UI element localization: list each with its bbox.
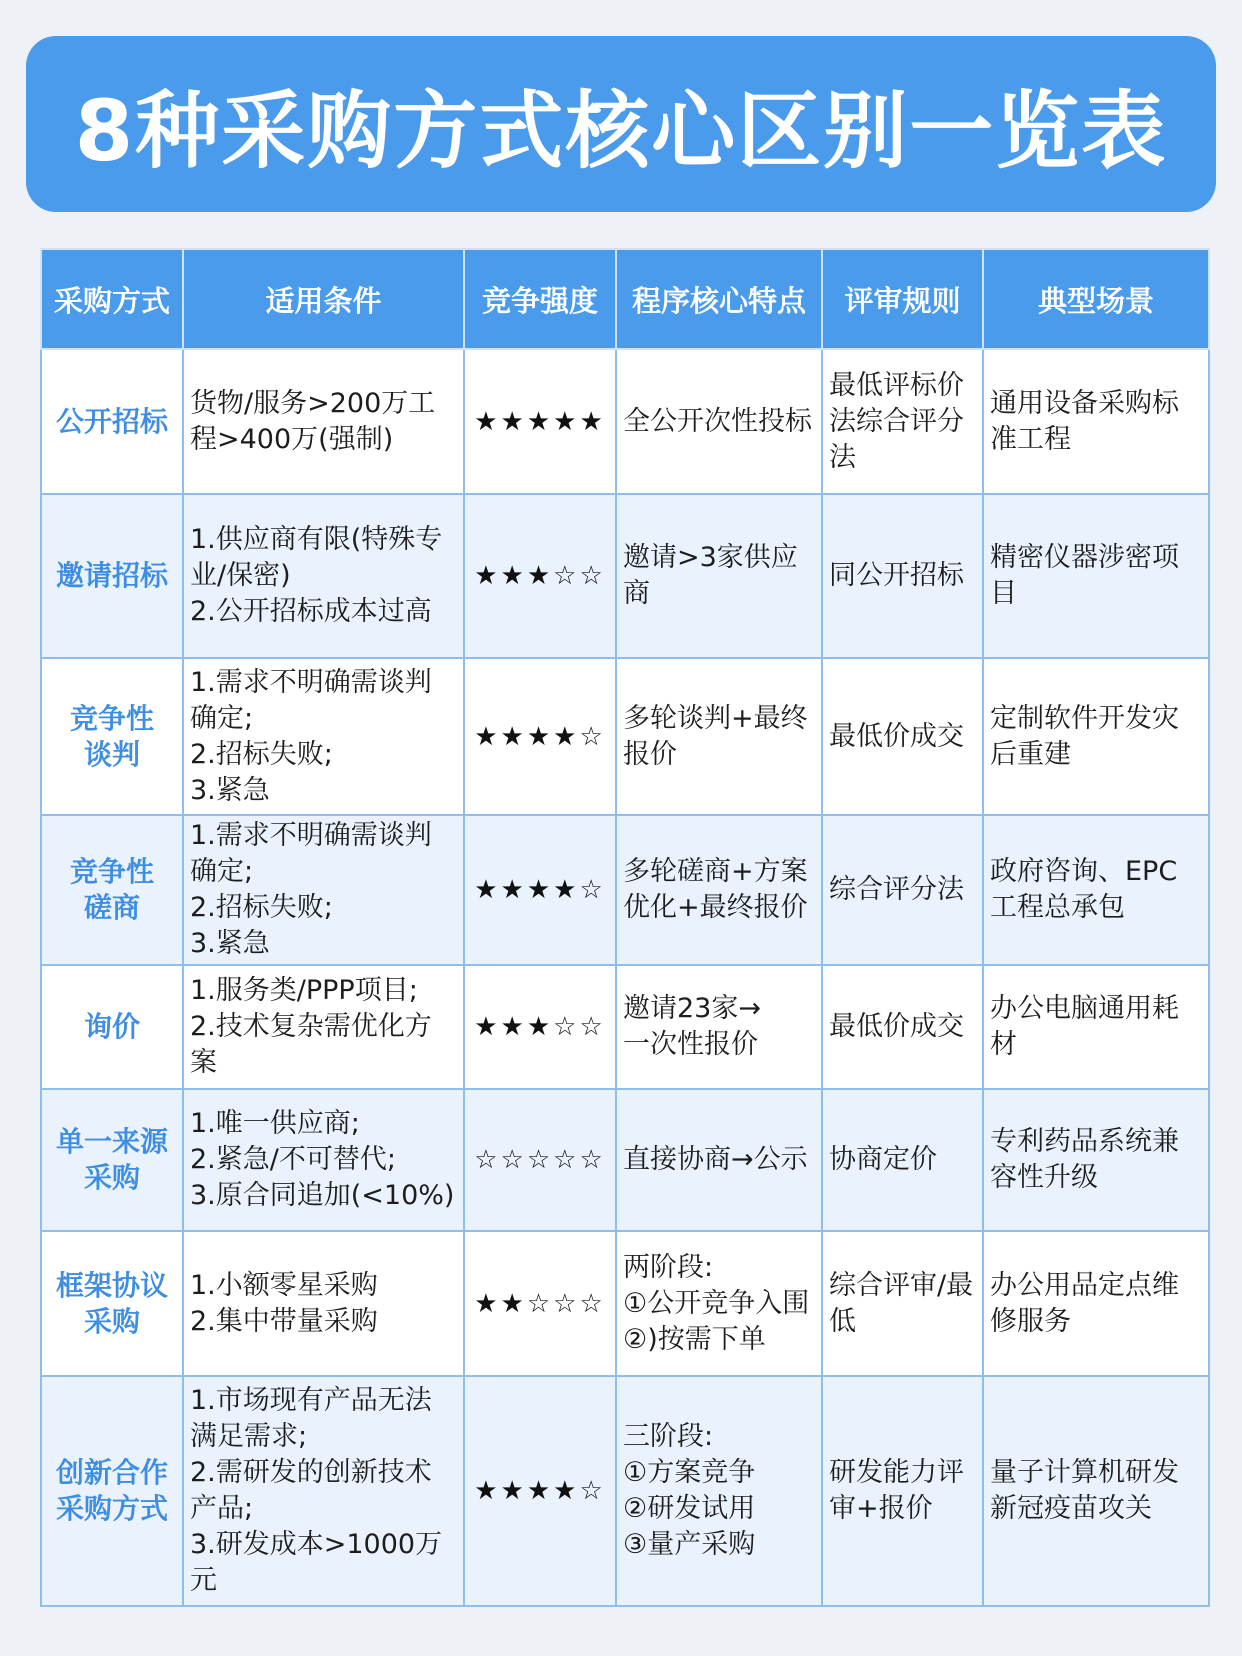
features-line: 全公开次性投标 — [623, 405, 812, 437]
method-line: 单一来源 — [55, 1125, 168, 1158]
method-line: 磋商 — [83, 891, 140, 924]
conditions-line: 1.供应商有限(特殊专业/保密) — [190, 524, 443, 591]
intensity-stars: ★★★★☆ — [464, 658, 616, 815]
conditions-cell — [183, 658, 464, 815]
title-banner — [26, 36, 1216, 212]
rule-line: 研发能力评审+报价 — [829, 1457, 964, 1524]
table-row — [41, 815, 1209, 965]
table-row — [41, 494, 1209, 658]
features-cell — [616, 1089, 822, 1231]
features-line: 多轮谈判+最终报价 — [623, 702, 808, 770]
intensity-stars: ☆☆☆☆☆ — [464, 1089, 616, 1231]
header-conditions: 适用条件 — [183, 249, 464, 349]
conditions-cell — [183, 349, 464, 494]
scenario-cell — [983, 494, 1209, 658]
method-line: 询价 — [83, 1010, 140, 1043]
features-line: 邀请>3家供应商 — [623, 542, 798, 609]
conditions-line: 2.技术复杂需优化方案 — [190, 1011, 432, 1078]
conditions-line: 1.需求不明确需谈判确定; — [190, 666, 432, 734]
scenario-cell — [983, 965, 1209, 1089]
header-scenario: 典型场景 — [983, 249, 1209, 349]
rule-cell — [822, 658, 983, 815]
method-line: 邀请招标 — [55, 559, 168, 592]
rule-line: 最低评标价法综合评分法 — [829, 369, 964, 473]
method-line: 采购 — [83, 1304, 140, 1338]
scenario-line: 量子计算机研发新冠疫苗攻关 — [990, 1457, 1179, 1524]
features-line: 两阶段: — [623, 1251, 714, 1283]
table-row — [41, 1376, 1209, 1606]
method-cell — [41, 1376, 183, 1606]
intensity-stars: ★★★★★ — [464, 349, 616, 494]
intensity-stars: ★★★★☆ — [464, 1376, 616, 1606]
table-header — [41, 249, 1209, 349]
features-cell — [616, 815, 822, 965]
table-row — [41, 965, 1209, 1089]
conditions-cell — [183, 815, 464, 965]
conditions-cell — [183, 965, 464, 1089]
scenario-cell — [983, 1089, 1209, 1231]
header-features: 程序核心特点 — [616, 249, 822, 349]
rule-cell — [822, 494, 983, 658]
conditions-cell — [183, 494, 464, 658]
features-line: 邀请23家→ — [623, 993, 761, 1024]
features-cell — [616, 1231, 822, 1376]
rule-cell — [822, 1089, 983, 1231]
method-line: 竞争性 — [69, 701, 154, 735]
method-cell — [41, 1231, 183, 1376]
rule-line: 最低价成交 — [829, 1011, 964, 1042]
table-row — [41, 1231, 1209, 1376]
features-line: ②)按需下单 — [623, 1323, 766, 1355]
conditions-line: 3.研发成本>1000万元 — [190, 1529, 443, 1596]
rule-cell — [822, 1231, 983, 1376]
scenario-cell — [983, 658, 1209, 815]
method-line: 采购方式 — [55, 1492, 168, 1525]
features-line: ②研发试用 — [623, 1493, 756, 1524]
conditions-line: 1.需求不明确需谈判确定; — [190, 820, 432, 887]
rule-cell — [822, 1376, 983, 1606]
conditions-line: 2.紧急/不可替代; — [190, 1144, 396, 1175]
conditions-line: 3.紧急 — [190, 774, 270, 806]
scenario-cell — [983, 1376, 1209, 1606]
features-line: ③量产采购 — [623, 1529, 756, 1560]
method-cell — [41, 1089, 183, 1231]
table-row — [41, 1089, 1209, 1231]
method-cell — [41, 815, 183, 965]
conditions-cell — [183, 1376, 464, 1606]
features-line: ①方案竞争 — [623, 1457, 756, 1488]
scenario-cell — [983, 1231, 1209, 1376]
scenario-line: 政府咨询、EPC工程总承包 — [990, 856, 1178, 923]
scenario-line: 通用设备采购标准工程 — [990, 387, 1179, 455]
features-line: 一次性报价 — [623, 1029, 758, 1060]
table-row — [41, 349, 1209, 494]
scenario-line: 办公用品定点维修服务 — [990, 1269, 1179, 1337]
features-cell — [616, 494, 822, 658]
features-line: 直接协商→公示 — [623, 1144, 808, 1175]
features-cell — [616, 965, 822, 1089]
conditions-line: 1.市场现有产品无法满足需求; — [190, 1385, 432, 1452]
table-body — [41, 349, 1209, 1606]
scenario-line: 专利药品系统兼容性升级 — [990, 1126, 1179, 1193]
method-line: 采购 — [83, 1161, 140, 1194]
method-cell — [41, 965, 183, 1089]
table-row — [41, 658, 1209, 815]
comparison-table — [40, 248, 1210, 1607]
comparison-table-container — [40, 248, 1208, 1607]
intensity-stars: ★★★☆☆ — [464, 494, 616, 658]
page-title: 8种采购方式核心区别一览表 — [74, 81, 1168, 180]
conditions-line: 1.服务类/PPP项目; — [190, 975, 418, 1006]
rule-cell — [822, 815, 983, 965]
method-line: 谈判 — [83, 737, 140, 771]
rule-cell — [822, 349, 983, 494]
method-cell — [41, 658, 183, 815]
features-line: 三阶段: — [623, 1421, 714, 1452]
features-cell — [616, 1376, 822, 1606]
scenario-cell — [983, 349, 1209, 494]
conditions-line: 1.唯一供应商; — [190, 1108, 360, 1139]
method-line: 竞争性 — [69, 855, 154, 888]
conditions-line: 3.原合同追加(<10%) — [190, 1180, 455, 1211]
conditions-line: 3.紧急 — [190, 928, 270, 959]
intensity-stars: ★★★★☆ — [464, 815, 616, 965]
conditions-cell — [183, 1089, 464, 1231]
features-cell — [616, 658, 822, 815]
header-method: 采购方式 — [41, 249, 183, 349]
features-cell — [616, 349, 822, 494]
header-rule: 评审规则 — [822, 249, 983, 349]
scenario-line: 定制软件开发灾后重建 — [990, 702, 1179, 770]
conditions-line: 2.招标失败; — [190, 892, 333, 923]
method-line: 创新合作 — [55, 1456, 168, 1489]
header-intensity: 竞争强度 — [464, 249, 616, 349]
rule-cell — [822, 965, 983, 1089]
method-line: 公开招标 — [55, 404, 168, 438]
features-line: 多轮磋商+方案优化+最终报价 — [623, 856, 808, 923]
rule-line: 综合评审/最低 — [829, 1269, 974, 1337]
conditions-line: 2.公开招标成本过高 — [190, 596, 432, 627]
conditions-line: 2.集中带量采购 — [190, 1305, 378, 1337]
rule-line: 综合评分法 — [829, 874, 964, 905]
scenario-cell — [983, 815, 1209, 965]
scenario-line: 精密仪器涉密项目 — [990, 542, 1179, 609]
conditions-line: 货物/服务>200万工程>400万(强制) — [190, 387, 436, 455]
method-cell — [41, 494, 183, 658]
rule-line: 同公开招标 — [829, 560, 964, 591]
intensity-stars: ★★★☆☆ — [464, 965, 616, 1089]
rule-line: 协商定价 — [829, 1144, 937, 1175]
conditions-line: 2.需研发的创新技术产品; — [190, 1457, 432, 1524]
method-cell — [41, 349, 183, 494]
rule-line: 最低价成交 — [829, 720, 964, 752]
features-line: ①公开竞争入围 — [623, 1287, 810, 1319]
conditions-line: 2.招标失败; — [190, 738, 333, 770]
conditions-cell — [183, 1231, 464, 1376]
conditions-line: 1.小额零星采购 — [190, 1269, 378, 1301]
method-line: 框架协议 — [55, 1268, 168, 1302]
scenario-line: 办公电脑通用耗材 — [990, 993, 1179, 1060]
intensity-stars: ★★☆☆☆ — [464, 1231, 616, 1376]
